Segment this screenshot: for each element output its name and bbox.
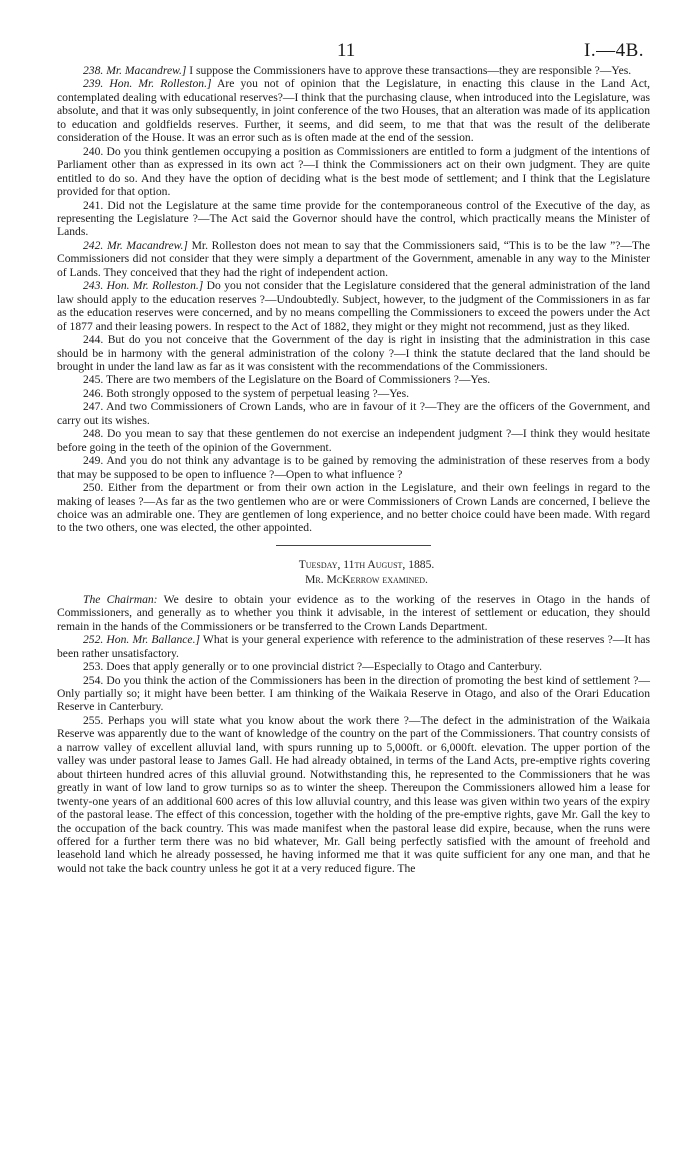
evidence-paragraph: The Chairman: We desire to obtain your evidence as to the working of the reserves in Otago in the hands of Commissioners, and generally as to whether you think it advisable, in the interest of settlement or education, they should remain in the hands of the Commissioners or be transferred to the Crown Lands Department. (57, 592, 650, 633)
document-reference: I.—4B. (584, 40, 644, 61)
evidence-paragraph: 255. Perhaps you will state what you know about the work there ?—The defect in the administration of the Waikaia Reserve was apparently due to the want of knowledge of the country on the part of the Commissioners. That country consists of a narrow valley of excellent alluvial land, with spurs running up to 5,000ft. or 6,000ft. elevation. The upper portion of the valley was under pastoral lease to James Gall. He had already obtained, in terms of the Land Acts, pre-emptive rights covering about thirteen hundred acres of this alluvial ground. Notwithstanding this, he represented to the Commissioners that he was greatly in want of low land to grow turnips so as to winter the sheep. Thereupon the Commissioners allowed him a lease for twenty-one years of an additional 600 acres of this low alluvial country, and this lease was given within two years of the expiry of the pastoral lease. The effect of this concession, together with the holding of the pre-emptive rights, gave Mr. Gall the key to the occupation of the back country. This was made manifest when the pastoral lease did expire, because, when the runs were offered for a further term there was no bid whatever, Mr. Gall being perfectly satisfied with the amount of freehold and leasehold land which he already possessed, he having informed me that it was quite sufficient for any one man, and that he would not take the back country unless he got it at a very reduced figure. The (57, 713, 650, 875)
evidence-paragraph: 250. Either from the department or from their own action in the Legislature, and their own feelings in regard to the making of leases ?—As far as the two gentlemen who are or were Commissioners of Crown Lands are concerned, I believe the choice was an admirable one. They are gentlemen of long experience, and no better choice could have been made. With regard to the two others, one was elected, the other appointed. (57, 481, 650, 535)
witness-heading: Mr. McKerrow examined. (305, 572, 428, 586)
evidence-paragraph: 240. Do you think gentlemen occupying a position as Commissioners are entitled to form a judgment of the intentions of Parliament other than as expressed in its own act ?—I think the Commissioners act on their own judgment. They are quite entitled to do so. And they have the option of deciding what is the best mode of settlement; and I think that the Legislature provided for that option. (57, 144, 650, 199)
evidence-paragraph: 238. Mr. Macandrew.] I suppose the Commissioners have to approve these transactions—they are responsible ?—Yes. (83, 64, 632, 77)
session-date: Tuesday, 11th August, 1885. (298, 557, 435, 571)
evidence-paragraph: 253. Does that apply generally or to one provincial district ?—Especially to Otago and Canterbury. (83, 660, 543, 674)
evidence-paragraph: 254. Do you think the action of the Commissioners has been in the direction of promoting the best kind of settlement ?—Only partially so; it might have been better. I am thinking of the Waikaia Reserve in Otago, and also of the Orari Education Reserve in Canterbury. (57, 673, 650, 714)
evidence-paragraph: 247. And two Commissioners of Crown Lands, who are in favour of it ?—They are the officers of the Government, and carry out its wishes. (57, 400, 650, 427)
evidence-paragraph: 246. Both strongly opposed to the system of perpetual leasing ?—Yes. (83, 386, 409, 400)
evidence-paragraph: 249. And you do not think any advantage is to be gained by removing the administration of these reserves from a body that may be supposed to be open to influence ?—Open to what influence ? (57, 454, 650, 481)
evidence-paragraph: 244. But do you not conceive that the Government of the day is right in insisting that the administration in this case should be in harmony with the general administration of the colony ?—I think the statute declared that the land should be brought in under the land law as far as it was consistent with the recommendations of the Commissioners. (57, 333, 650, 373)
page-number: 11 (337, 40, 356, 61)
evidence-paragraph: 248. Do you mean to say that these gentlemen do not exercise an independent judgment ?—I think they would hesitate before going in the teeth of the opinion of the Government. (57, 427, 650, 454)
page-header (57, 0, 650, 64)
evidence-paragraph: 252. Hon. Mr. Ballance.] What is your general experience with reference to the administration of these reserves ?—It has been rather unsatisfactory. (57, 633, 650, 660)
evidence-paragraph: 242. Mr. Macandrew.] Mr. Rolleston does not mean to say that the Commissioners said, “This is to be the law ”?—The Commissioners did not consider that they were simply a department of the Government, amenable in any way to the Minister of Lands. They conceived that they had the right of independent action. (57, 238, 650, 279)
evidence-paragraph: 243. Hon. Mr. Rolleston.] Do you not consider that the Legislature considered that the general administration of the land law should apply to the education reserves ?—Undoubtedly. Subject, however, to the judgment of the Commissioners in as far as the education reserves were concerned, and by no means compelling the Commissioners to exceed the powers under the Act of 1877 and their leasing powers. In respect to the Act of 1882, they might or they might not recommend, just as they liked. (57, 279, 651, 333)
evidence-paragraph: 245. There are two members of the Legislature on the Board of Commissioners ?—Yes. (83, 373, 491, 387)
evidence-text (57, 64, 650, 875)
evidence-paragraph: 241. Did not the Legislature at the same time provide for the contemporaneous control of the Executive of the day, as representing the Legislature ?—The Act said the Governor should have the control, which practically means the Minister of Lands. (57, 198, 650, 239)
evidence-paragraph: 239. Hon. Mr. Rolleston.] Are you not of opinion that the Legislature, in enacting this clause in the Land Act, contemplated dealing with educational reserves?—I think that the purchasing clause, when introduced into the Legislature, was absolute, and that it was only subsequently, in joint conference of the two Houses, that an alteration was made of its application to education and goldfields reserves. Further, it seems, and did seem, to me that that was the result of the deliberate consideration of the House. It was an error such as is often made at the end of the session. (57, 77, 650, 145)
section-divider (276, 545, 431, 546)
